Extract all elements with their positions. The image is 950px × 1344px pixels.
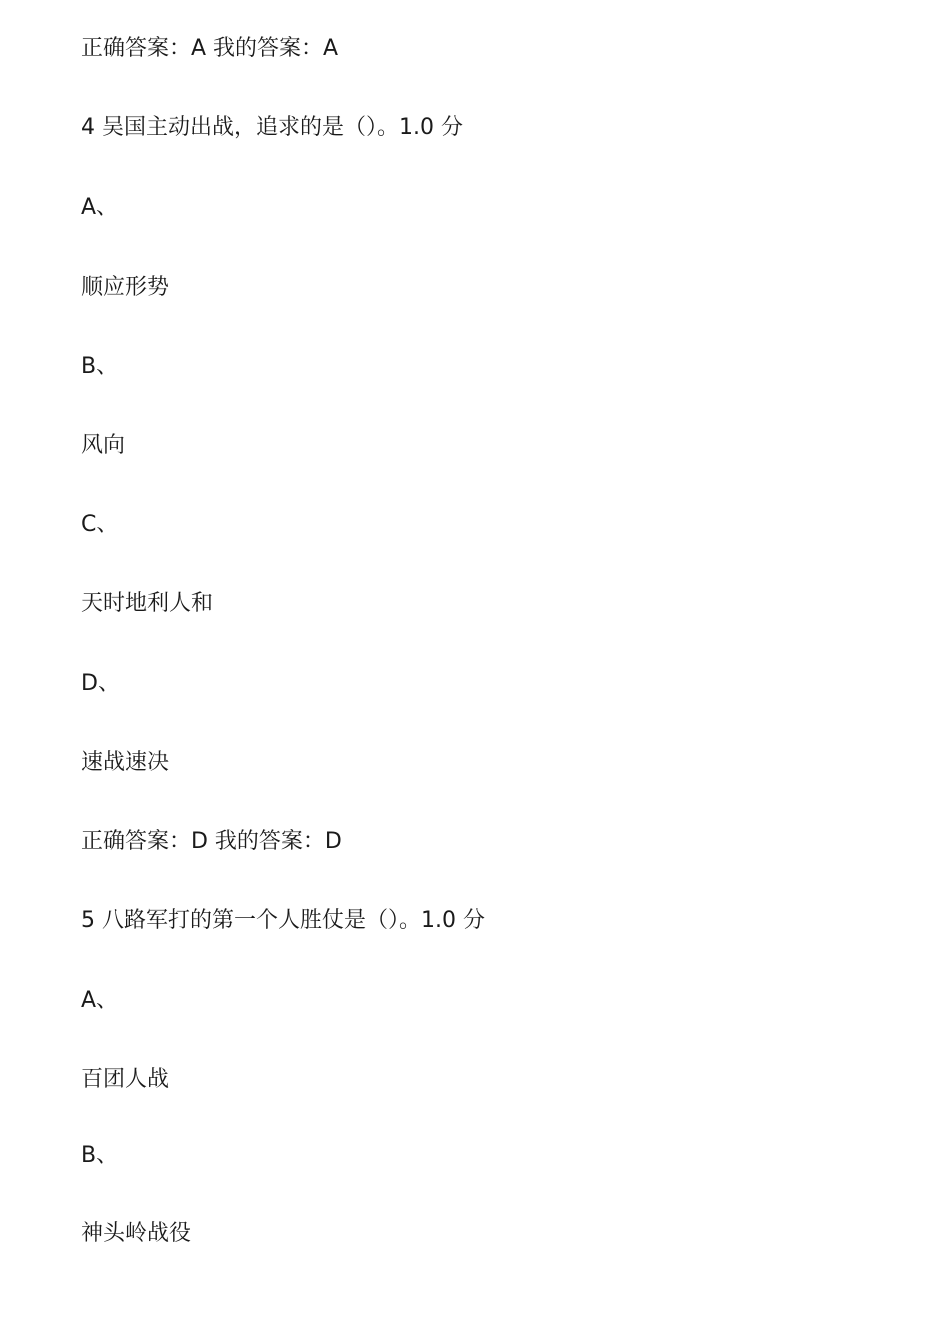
q4-option-a-label: A、: [81, 195, 119, 220]
q4-option-a-text: 顺应形势: [81, 275, 170, 300]
q5-option-a-text: 百团人战: [81, 1067, 170, 1092]
q5-option-b-text: 神头岭战役: [81, 1221, 192, 1246]
q4-option-d-text: 速战速决: [81, 750, 170, 775]
q4-option-b-text: 风向: [81, 433, 126, 458]
q4-option-d-label: D、: [81, 671, 120, 696]
q4-option-c-text: 天时地利人和: [81, 591, 214, 616]
q4-option-b-label: B、: [81, 354, 119, 379]
answer-line-q3: 正确答案：A 我的答案：A: [81, 36, 339, 61]
q5-option-a-label: A、: [81, 988, 119, 1013]
question-4-text: 4 吴国主动出战，追求的是（）。1.0 分: [81, 115, 463, 140]
q4-option-c-label: C、: [81, 512, 119, 537]
question-5-text: 5 八路军打的第一个人胜仗是（）。1.0 分: [81, 908, 485, 933]
answer-line-q4: 正确答案：D 我的答案：D: [81, 829, 342, 854]
q5-option-b-label: B、: [81, 1143, 119, 1168]
